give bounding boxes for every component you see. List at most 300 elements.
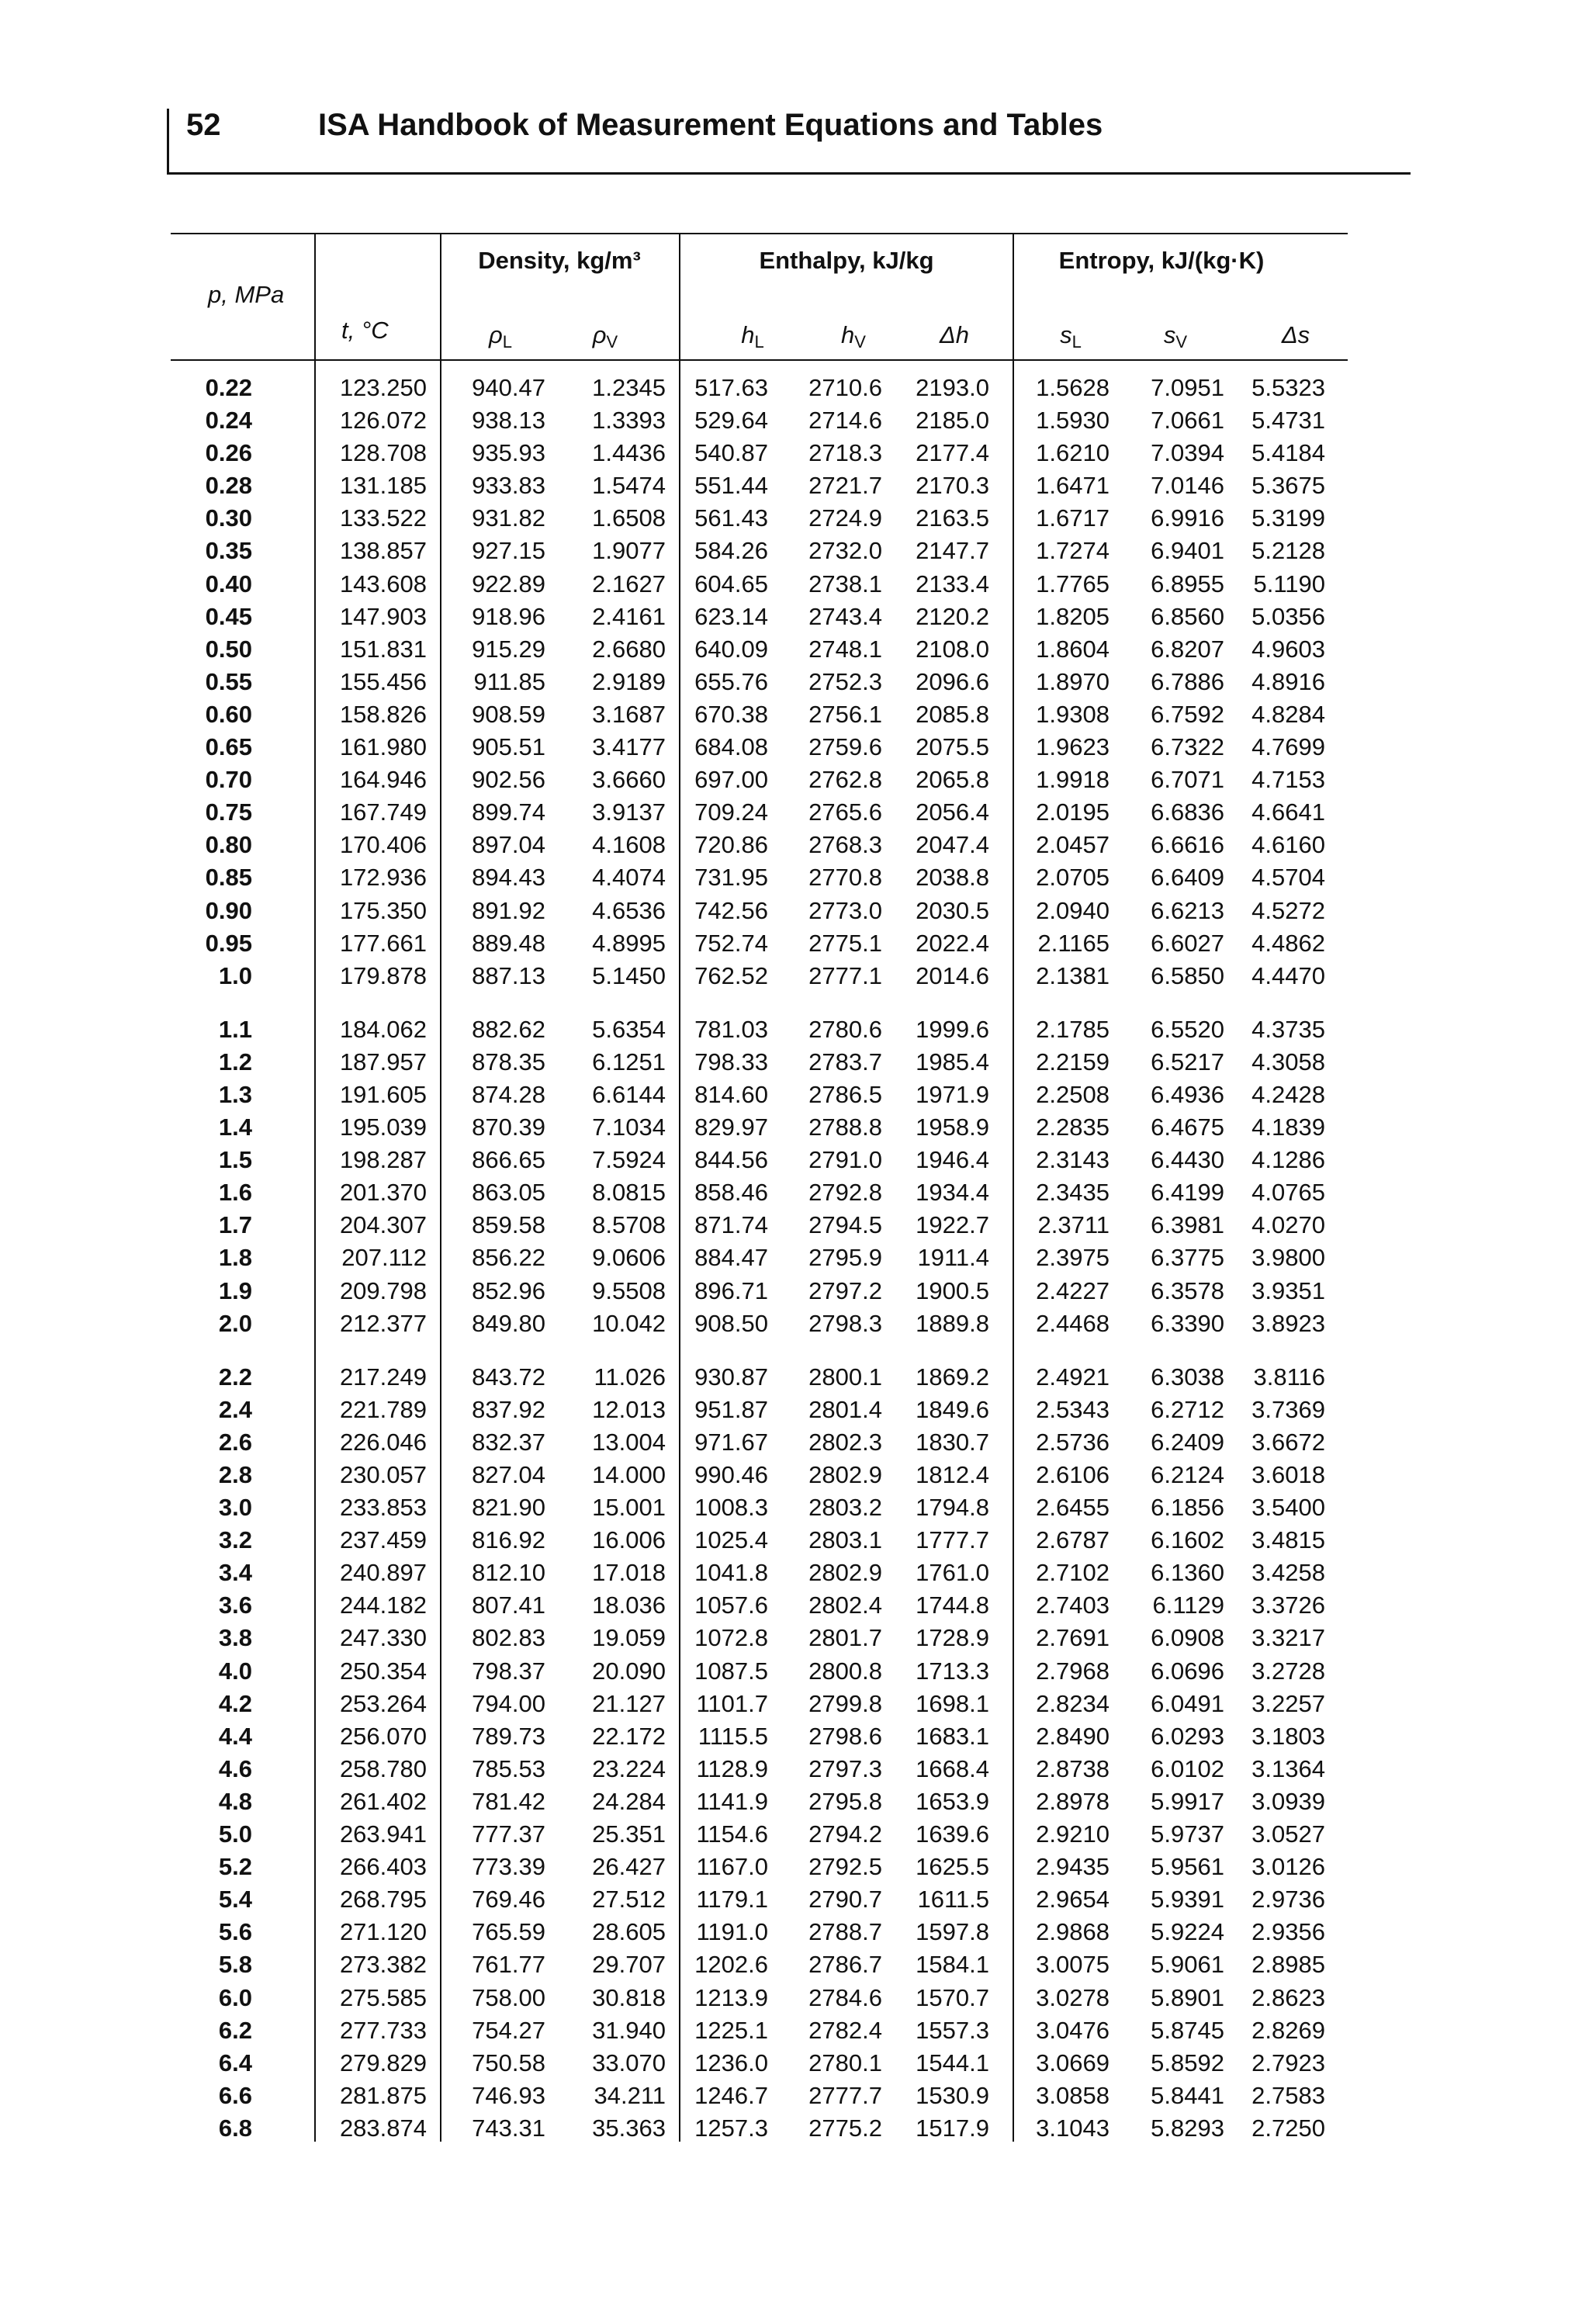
cell-h-liquid: 1213.9	[694, 1983, 768, 2011]
cell-h-liquid: 584.26	[694, 537, 768, 565]
cell-rho-vapor: 1.6508	[592, 504, 666, 532]
cell-s-vapor: 5.8901	[1151, 1983, 1224, 2011]
table-row	[0, 2014, 1589, 2047]
cell-s-liquid: 2.1785	[1036, 1015, 1110, 1043]
row-group	[0, 1361, 1589, 2145]
table-row	[0, 1275, 1589, 1307]
cell-h-liquid: 1025.4	[694, 1526, 768, 1554]
cell-h-liquid: 908.50	[694, 1309, 768, 1337]
cell-rho-liquid: 899.74	[472, 798, 545, 826]
table-row	[0, 1307, 1589, 1340]
cell-delta-s: 3.6672	[1251, 1428, 1325, 1456]
header-entropy-group: Entropy, kJ/(kg·K)	[1058, 247, 1265, 274]
cell-delta-h: 1744.8	[916, 1591, 989, 1619]
cell-rho-vapor: 31.940	[592, 2016, 666, 2044]
cell-delta-h: 1794.8	[916, 1494, 989, 1522]
cell-s-liquid: 1.5628	[1036, 374, 1110, 401]
cell-s-vapor: 7.0661	[1151, 407, 1224, 435]
cell-s-vapor: 6.9916	[1151, 504, 1224, 532]
cell-h-liquid: 951.87	[694, 1395, 768, 1423]
cell-rho-vapor: 3.6660	[592, 766, 666, 794]
cell-s-liquid: 2.8978	[1036, 1787, 1110, 1815]
cell-s-liquid: 2.9868	[1036, 1918, 1110, 1946]
cell-delta-h: 2030.5	[916, 896, 989, 924]
cell-s-vapor: 6.2712	[1151, 1395, 1224, 1423]
cell-temperature: 143.608	[339, 570, 427, 597]
cell-s-vapor: 6.6836	[1151, 798, 1224, 826]
cell-s-liquid: 1.7765	[1036, 570, 1110, 597]
cell-rho-liquid: 852.96	[472, 1276, 545, 1304]
table-row	[0, 1176, 1589, 1209]
cell-delta-s: 5.3199	[1251, 504, 1325, 532]
cell-h-liquid: 1191.0	[696, 1918, 768, 1946]
cell-s-liquid: 1.8970	[1036, 667, 1110, 695]
cell-s-vapor: 6.0293	[1151, 1722, 1224, 1750]
cell-temperature: 263.941	[339, 1820, 427, 1848]
cell-rho-liquid: 859.58	[472, 1211, 545, 1239]
cell-temperature: 244.182	[339, 1591, 427, 1619]
cell-temperature: 226.046	[339, 1428, 427, 1456]
cell-pressure: 1.6	[218, 1179, 252, 1207]
cell-rho-liquid: 843.72	[472, 1363, 545, 1391]
cell-delta-h: 2038.8	[916, 864, 989, 892]
cell-pressure: 1.7	[218, 1211, 252, 1239]
cell-delta-h: 1900.5	[916, 1276, 989, 1304]
cell-h-vapor: 2732.0	[808, 537, 882, 565]
cell-rho-vapor: 1.3393	[592, 407, 666, 435]
table-row	[0, 1688, 1589, 1720]
cell-h-vapor: 2718.3	[808, 439, 882, 467]
cell-pressure: 1.5	[218, 1146, 252, 1174]
cell-rho-liquid: 849.80	[472, 1309, 545, 1337]
cell-s-vapor: 6.4430	[1151, 1146, 1224, 1174]
cell-delta-s: 3.6018	[1251, 1461, 1325, 1488]
cell-delta-h: 2147.7	[916, 537, 989, 565]
cell-s-liquid: 1.9918	[1036, 766, 1110, 794]
cell-delta-s: 2.8269	[1251, 2016, 1325, 2044]
cell-pressure: 0.70	[205, 766, 252, 794]
cell-h-liquid: 871.74	[694, 1211, 768, 1239]
cell-s-liquid: 2.7403	[1036, 1591, 1110, 1619]
cell-h-liquid: 1154.6	[696, 1820, 768, 1848]
cell-delta-s: 5.5323	[1251, 374, 1325, 401]
cell-s-liquid: 2.7102	[1036, 1559, 1110, 1587]
table-row	[0, 633, 1589, 666]
cell-rho-vapor: 5.6354	[592, 1015, 666, 1043]
cell-s-vapor: 6.0491	[1151, 1689, 1224, 1717]
cell-rho-liquid: 785.53	[472, 1754, 545, 1782]
cell-delta-s: 2.9356	[1251, 1918, 1325, 1946]
cell-s-liquid: 2.0705	[1036, 864, 1110, 892]
cell-rho-vapor: 35.363	[592, 2114, 666, 2142]
cell-rho-vapor: 30.818	[592, 1983, 666, 2011]
cell-pressure: 5.2	[218, 1853, 252, 1881]
cell-temperature: 273.382	[339, 1951, 427, 1979]
cell-rho-vapor: 25.351	[592, 1820, 666, 1848]
cell-h-vapor: 2780.6	[808, 1015, 882, 1043]
cell-s-vapor: 5.8441	[1151, 2081, 1224, 2109]
cell-temperature: 126.072	[339, 407, 427, 435]
cell-delta-s: 5.0356	[1251, 602, 1325, 630]
cell-delta-h: 1958.9	[916, 1114, 989, 1141]
cell-rho-vapor: 2.4161	[592, 602, 666, 630]
cell-h-liquid: 762.52	[694, 961, 768, 989]
cell-delta-s: 3.8923	[1251, 1309, 1325, 1337]
cell-delta-s: 4.7699	[1251, 733, 1325, 761]
cell-h-liquid: 798.33	[694, 1048, 768, 1075]
cell-h-vapor: 2802.9	[808, 1461, 882, 1488]
cell-s-vapor: 7.0394	[1151, 439, 1224, 467]
cell-rho-liquid: 765.59	[472, 1918, 545, 1946]
cell-s-liquid: 1.8604	[1036, 635, 1110, 663]
cell-h-liquid: 561.43	[694, 504, 768, 532]
cell-s-liquid: 2.0457	[1036, 831, 1110, 859]
cell-delta-s: 4.5272	[1251, 896, 1325, 924]
cell-delta-s: 3.9351	[1251, 1276, 1325, 1304]
cell-s-vapor: 6.2409	[1151, 1428, 1224, 1456]
cell-rho-liquid: 887.13	[472, 961, 545, 989]
table-row	[0, 895, 1589, 927]
table-row	[0, 1394, 1589, 1426]
cell-h-liquid: 1141.9	[696, 1787, 768, 1815]
cell-h-liquid: 814.60	[694, 1080, 768, 1108]
cell-h-liquid: 640.09	[694, 635, 768, 663]
header-density-group: Density, kg/m³	[478, 247, 641, 274]
cell-rho-vapor: 34.211	[594, 2081, 666, 2109]
cell-h-liquid: 1225.1	[694, 2016, 768, 2044]
table-row	[0, 1361, 1589, 1394]
cell-pressure: 2.2	[218, 1363, 252, 1391]
table-row	[0, 1013, 1589, 1046]
cell-s-liquid: 2.6455	[1036, 1494, 1110, 1522]
table-row	[0, 601, 1589, 633]
cell-rho-vapor: 1.5474	[592, 472, 666, 500]
cell-rho-vapor: 1.4436	[592, 439, 666, 467]
header-s-vapor: $s_V$	[1163, 321, 1188, 352]
cell-delta-h: 1653.9	[916, 1787, 989, 1815]
cell-delta-h: 1611.5	[917, 1886, 989, 1914]
cell-delta-s: 4.9603	[1251, 635, 1325, 663]
cell-s-vapor: 6.3038	[1151, 1363, 1224, 1391]
cell-rho-liquid: 927.15	[472, 537, 545, 565]
cell-h-vapor: 2802.3	[808, 1428, 882, 1456]
cell-h-vapor: 2801.4	[808, 1395, 882, 1423]
table-row	[0, 502, 1589, 535]
cell-rho-vapor: 4.1608	[592, 831, 666, 859]
cell-h-vapor: 2797.2	[808, 1276, 882, 1304]
cell-s-vapor: 6.7886	[1151, 667, 1224, 695]
cell-s-liquid: 2.9654	[1036, 1886, 1110, 1914]
cell-s-liquid: 2.1381	[1036, 961, 1110, 989]
cell-delta-h: 1530.9	[916, 2081, 989, 2109]
cell-delta-h: 1922.7	[916, 1211, 989, 1239]
cell-delta-s: 3.1803	[1251, 1722, 1325, 1750]
header-s-liquid: $s_L$	[1060, 321, 1082, 352]
cell-delta-h: 1849.6	[916, 1395, 989, 1423]
cell-delta-s: 3.4258	[1251, 1559, 1325, 1587]
cell-h-vapor: 2803.2	[808, 1494, 882, 1522]
cell-s-vapor: 5.9737	[1151, 1820, 1224, 1848]
cell-s-vapor: 5.9561	[1151, 1853, 1224, 1881]
cell-s-vapor: 6.3578	[1151, 1276, 1224, 1304]
cell-s-liquid: 2.5736	[1036, 1428, 1110, 1456]
cell-rho-vapor: 3.9137	[592, 798, 666, 826]
cell-delta-h: 2056.4	[916, 798, 989, 826]
cell-rho-liquid: 832.37	[472, 1428, 545, 1456]
cell-pressure: 0.28	[205, 472, 252, 500]
cell-delta-h: 2185.0	[916, 407, 989, 435]
cell-h-vapor: 2795.8	[808, 1787, 882, 1815]
cell-h-vapor: 2798.3	[808, 1309, 882, 1337]
table-row	[0, 1242, 1589, 1274]
cell-h-vapor: 2803.1	[808, 1526, 882, 1554]
header-delta-h: Δh	[939, 321, 970, 348]
cell-s-vapor: 6.8207	[1151, 635, 1224, 663]
cell-pressure: 1.1	[218, 1015, 252, 1043]
cell-temperature: 212.377	[339, 1309, 427, 1337]
cell-rho-vapor: 3.4177	[592, 733, 666, 761]
cell-s-vapor: 6.5217	[1151, 1048, 1224, 1075]
cell-rho-liquid: 827.04	[472, 1461, 545, 1488]
cell-rho-vapor: 13.004	[592, 1428, 666, 1456]
cell-temperature: 283.874	[339, 2114, 427, 2142]
table-row	[0, 1753, 1589, 1785]
cell-pressure: 2.6	[218, 1428, 252, 1456]
cell-delta-h: 2108.0	[916, 635, 989, 663]
cell-s-liquid: 1.6471	[1036, 472, 1110, 500]
cell-h-vapor: 2794.2	[808, 1820, 882, 1848]
cell-h-liquid: 604.65	[694, 570, 768, 597]
cell-s-liquid: 2.3143	[1036, 1146, 1110, 1174]
cell-rho-liquid: 863.05	[472, 1179, 545, 1207]
cell-delta-s: 3.7369	[1251, 1395, 1325, 1423]
cell-temperature: 195.039	[339, 1114, 427, 1141]
cell-temperature: 277.733	[339, 2016, 427, 2044]
cell-s-vapor: 6.6616	[1151, 831, 1224, 859]
cell-rho-vapor: 8.5708	[592, 1211, 666, 1239]
cell-s-vapor: 6.1360	[1151, 1559, 1224, 1587]
cell-delta-s: 4.4470	[1251, 961, 1325, 989]
cell-delta-s: 4.6641	[1251, 798, 1325, 826]
cell-rho-liquid: 915.29	[472, 635, 545, 663]
cell-rho-liquid: 902.56	[472, 766, 545, 794]
cell-delta-s: 5.2128	[1251, 537, 1325, 565]
cell-pressure: 0.90	[205, 896, 252, 924]
cell-h-liquid: 971.67	[694, 1428, 768, 1456]
cell-temperature: 138.857	[339, 537, 427, 565]
table-row	[0, 1046, 1589, 1079]
cell-temperature: 151.831	[339, 635, 427, 663]
cell-h-liquid: 1236.0	[694, 2049, 768, 2076]
cell-delta-h: 2022.4	[916, 929, 989, 957]
cell-s-vapor: 5.8592	[1151, 2049, 1224, 2076]
cell-pressure: 3.2	[218, 1526, 252, 1554]
cell-pressure: 1.3	[218, 1080, 252, 1108]
header-rho-vapor: $\rho_V$	[592, 321, 618, 352]
cell-rho-liquid: 878.35	[472, 1048, 545, 1075]
cell-s-vapor: 6.6027	[1151, 929, 1224, 957]
cell-rho-liquid: 874.28	[472, 1080, 545, 1108]
cell-rho-vapor: 12.013	[592, 1395, 666, 1423]
cell-s-vapor: 6.3775	[1151, 1244, 1224, 1272]
cell-delta-h: 1570.7	[916, 1983, 989, 2011]
cell-h-vapor: 2768.3	[808, 831, 882, 859]
cell-s-liquid: 2.5343	[1036, 1395, 1110, 1423]
cell-rho-vapor: 11.026	[594, 1363, 666, 1391]
cell-h-liquid: 655.76	[694, 667, 768, 695]
cell-s-liquid: 2.9435	[1036, 1853, 1110, 1881]
cell-rho-liquid: 781.42	[472, 1787, 545, 1815]
cell-pressure: 0.40	[205, 570, 252, 597]
cell-s-liquid: 1.7274	[1036, 537, 1110, 565]
cell-delta-h: 2163.5	[916, 504, 989, 532]
table-row	[0, 1622, 1589, 1654]
table-row	[0, 1111, 1589, 1144]
cell-rho-liquid: 802.83	[472, 1624, 545, 1652]
cell-h-vapor: 2791.0	[808, 1146, 882, 1174]
cell-h-liquid: 742.56	[694, 896, 768, 924]
table-row	[0, 1079, 1589, 1111]
cell-h-vapor: 2802.4	[808, 1591, 882, 1619]
cell-s-liquid: 2.1165	[1037, 929, 1110, 957]
cell-temperature: 191.605	[339, 1080, 427, 1108]
cell-pressure: 2.4	[218, 1395, 252, 1423]
cell-delta-s: 5.4184	[1251, 439, 1325, 467]
cell-h-vapor: 2777.1	[808, 961, 882, 989]
cell-h-liquid: 720.86	[694, 831, 768, 859]
cell-h-liquid: 1101.7	[696, 1689, 768, 1717]
cell-h-liquid: 1087.5	[694, 1657, 768, 1685]
header-horizontal-rule	[167, 172, 1411, 175]
cell-h-liquid: 684.08	[694, 733, 768, 761]
cell-h-vapor: 2794.5	[808, 1211, 882, 1239]
cell-delta-h: 2120.2	[916, 602, 989, 630]
cell-h-liquid: 884.47	[694, 1244, 768, 1272]
cell-temperature: 133.522	[339, 504, 427, 532]
cell-s-liquid: 2.7691	[1036, 1624, 1110, 1652]
cell-delta-h: 2096.6	[916, 667, 989, 695]
cell-h-vapor: 2783.7	[808, 1048, 882, 1075]
cell-rho-vapor: 26.427	[592, 1853, 666, 1881]
cell-rho-vapor: 2.9189	[592, 667, 666, 695]
cell-rho-vapor: 16.006	[592, 1526, 666, 1554]
table-row	[0, 927, 1589, 960]
cell-s-vapor: 6.8955	[1151, 570, 1224, 597]
cell-h-vapor: 2775.2	[808, 2114, 882, 2142]
cell-delta-h: 1698.1	[916, 1689, 989, 1717]
header-rho-liquid: $\rho_L$	[488, 321, 512, 352]
cell-rho-liquid: 789.73	[472, 1722, 545, 1750]
cell-rho-liquid: 769.46	[472, 1886, 545, 1914]
cell-h-liquid: 781.03	[694, 1015, 768, 1043]
cell-temperature: 187.957	[339, 1048, 427, 1075]
cell-pressure: 0.22	[205, 374, 252, 401]
header-h-vapor: $h_V$	[841, 321, 866, 352]
cell-temperature: 198.287	[339, 1146, 427, 1174]
cell-delta-h: 1777.7	[916, 1526, 989, 1554]
cell-h-vapor: 2773.0	[808, 896, 882, 924]
cell-temperature: 268.795	[339, 1886, 427, 1914]
cell-h-vapor: 2762.8	[808, 766, 882, 794]
cell-temperature: 253.264	[339, 1689, 427, 1717]
cell-h-vapor: 2743.4	[808, 602, 882, 630]
cell-pressure: 5.4	[218, 1886, 252, 1914]
table-body	[0, 372, 1589, 2166]
cell-rho-liquid: 866.65	[472, 1146, 545, 1174]
cell-delta-s: 2.8623	[1251, 1983, 1325, 2011]
cell-temperature: 204.307	[339, 1211, 427, 1239]
cell-delta-h: 1889.8	[916, 1309, 989, 1337]
table-row	[0, 731, 1589, 764]
cell-pressure: 0.60	[205, 700, 252, 728]
cell-rho-vapor: 7.5924	[592, 1146, 666, 1174]
cell-rho-vapor: 28.605	[592, 1918, 666, 1946]
cell-temperature: 261.402	[339, 1787, 427, 1815]
cell-h-liquid: 1202.6	[694, 1951, 768, 1979]
cell-h-liquid: 1179.1	[696, 1886, 768, 1914]
cell-s-liquid: 2.4921	[1036, 1363, 1110, 1391]
book-title: ISA Handbook of Measurement Equations and Tables	[318, 108, 1103, 142]
cell-rho-liquid: 794.00	[472, 1689, 545, 1717]
cell-h-liquid: 844.56	[694, 1146, 768, 1174]
cell-pressure: 0.24	[205, 407, 252, 435]
cell-pressure: 5.0	[218, 1820, 252, 1848]
cell-rho-vapor: 15.001	[592, 1494, 666, 1522]
cell-rho-vapor: 1.9077	[592, 537, 666, 565]
cell-h-liquid: 1041.8	[694, 1559, 768, 1587]
cell-pressure: 4.0	[218, 1657, 252, 1685]
cell-s-liquid: 2.2835	[1036, 1114, 1110, 1141]
cell-h-vapor: 2788.8	[808, 1114, 882, 1141]
cell-pressure: 6.8	[218, 2114, 252, 2142]
cell-delta-s: 3.0527	[1251, 1820, 1325, 1848]
cell-pressure: 4.8	[218, 1787, 252, 1815]
cell-pressure: 4.6	[218, 1754, 252, 1782]
cell-h-liquid: 540.87	[694, 439, 768, 467]
cell-rho-vapor: 33.070	[592, 2049, 666, 2076]
cell-s-vapor: 7.0951	[1151, 374, 1224, 401]
cell-h-liquid: 990.46	[694, 1461, 768, 1488]
cell-h-vapor: 2801.7	[808, 1624, 882, 1652]
cell-rho-liquid: 798.37	[472, 1657, 545, 1685]
header-enthalpy-group: Enthalpy, kJ/kg	[759, 247, 934, 274]
cell-s-vapor: 6.2124	[1151, 1461, 1224, 1488]
cell-s-vapor: 6.5850	[1151, 961, 1224, 989]
cell-s-vapor: 6.3981	[1151, 1211, 1224, 1239]
cell-delta-h: 1625.5	[916, 1853, 989, 1881]
cell-pressure: 5.8	[218, 1951, 252, 1979]
cell-rho-liquid: 750.58	[472, 2049, 545, 2076]
cell-s-liquid: 2.4227	[1036, 1276, 1110, 1304]
cell-rho-vapor: 2.6680	[592, 635, 666, 663]
cell-temperature: 161.980	[339, 733, 427, 761]
cell-delta-s: 4.3058	[1251, 1048, 1325, 1075]
cell-pressure: 3.6	[218, 1591, 252, 1619]
cell-s-vapor: 6.1856	[1151, 1494, 1224, 1522]
cell-delta-s: 4.5704	[1251, 864, 1325, 892]
cell-s-vapor: 6.4675	[1151, 1114, 1224, 1141]
cell-s-vapor: 6.6213	[1151, 896, 1224, 924]
cell-delta-s: 3.8116	[1253, 1363, 1325, 1391]
cell-rho-liquid: 908.59	[472, 700, 545, 728]
cell-delta-h: 1683.1	[916, 1722, 989, 1750]
table-row	[0, 1883, 1589, 1916]
cell-rho-vapor: 2.1627	[592, 570, 666, 597]
cell-temperature: 131.185	[339, 472, 427, 500]
cell-delta-s: 4.4862	[1251, 929, 1325, 957]
cell-s-liquid: 2.2159	[1036, 1048, 1110, 1075]
cell-h-vapor: 2765.6	[808, 798, 882, 826]
